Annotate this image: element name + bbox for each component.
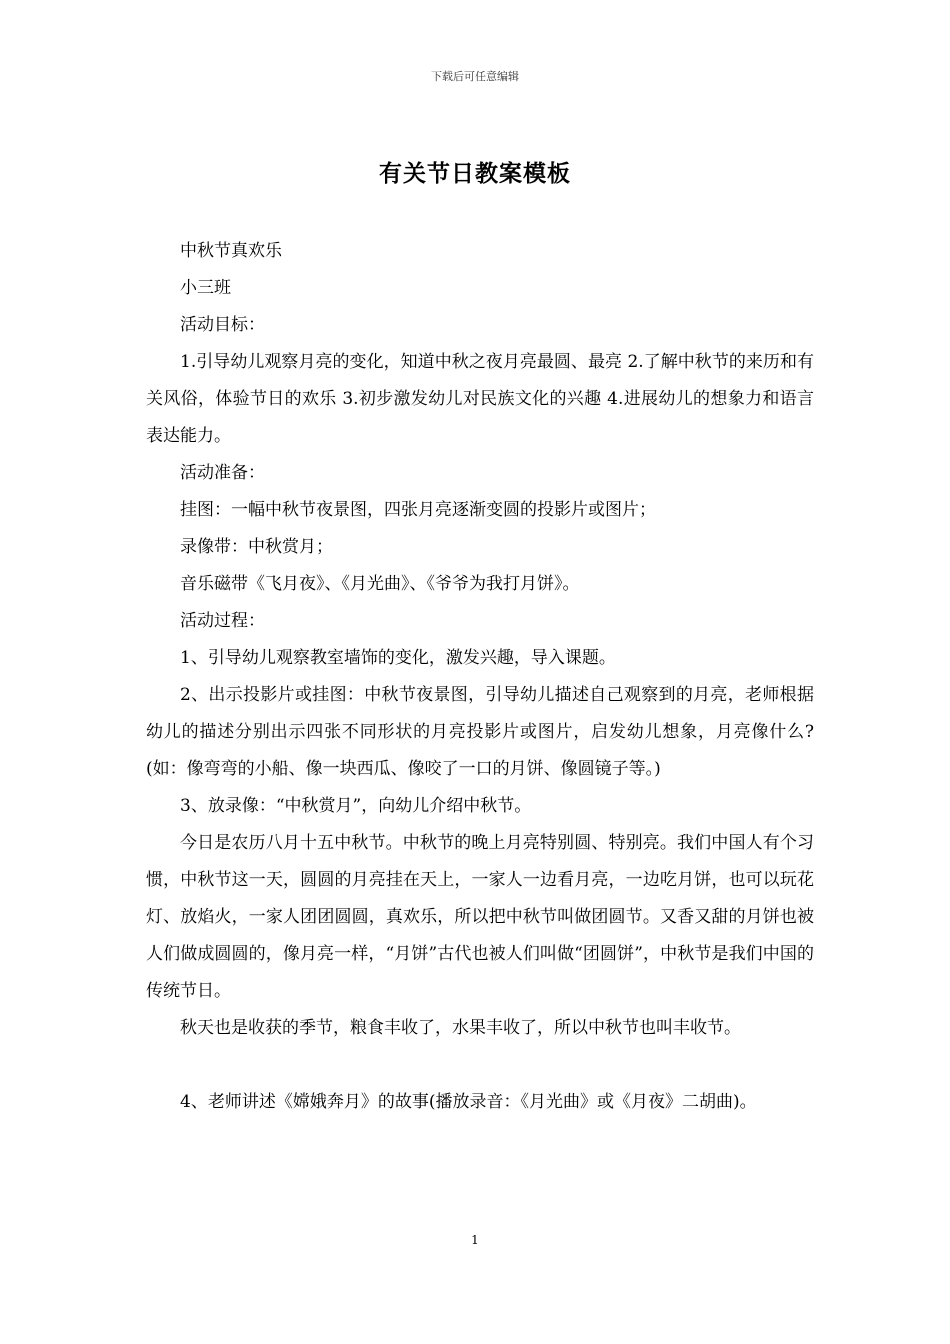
preparation-item: 挂图：一幅中秋节夜景图，四张月亮逐渐变圆的投影片或图片； bbox=[180, 500, 656, 520]
process-step: 1、引导幼儿观察教室墙饰的变化，激发兴趣，导入课题。 bbox=[180, 648, 616, 668]
process-step: 3、放录像：“中秋赏月”，向幼儿介绍中秋节。 bbox=[180, 796, 532, 816]
body-paragraph: 今日是农历八月十五中秋节。中秋节的晚上月亮特别圆、特别亮。我们中国人有个习惯，中秋节这一天，圆圆的月亮挂在天上，一家人一边看月亮，一边吃月饼，也可以玩花灯、放焰火，一家人团团圆圆，真欢乐，所以把中秋节叫做团圆节。又香又甜的月饼也被人们做成圆圆的，像月亮一样，“月饼”古代也被人们叫做“团圆饼”，中秋节是我们中国的传统节日。 bbox=[146, 833, 814, 1001]
page-header-note: 下载后可任意编辑 bbox=[431, 70, 519, 83]
page-number: 1 bbox=[471, 1233, 479, 1247]
document-title: 有关节日教案模板 bbox=[379, 161, 571, 187]
section-heading-preparation: 活动准备： bbox=[180, 463, 265, 483]
preparation-item: 录像带：中秋赏月； bbox=[180, 537, 333, 557]
process-step: 4、老师讲述《嫦娥奔月》的故事(播放录音：《月光曲》或《月夜》二胡曲)。 bbox=[180, 1092, 757, 1112]
section-heading-process: 活动过程： bbox=[180, 611, 265, 631]
goals-paragraph: 1.引导幼儿观察月亮的变化，知道中秋之夜月亮最圆、最亮 2.了解中秋节的来历和有关风俗，体验节日的欢乐 3.初步激发幼儿对民族文化的兴趣 4.进展幼儿的想象力和语言表达能力。 bbox=[146, 352, 814, 446]
section-heading-goals: 活动目标： bbox=[180, 315, 265, 335]
body-paragraph: 秋天也是收获的季节，粮食丰收了，水果丰收了，所以中秋节也叫丰收节。 bbox=[180, 1018, 741, 1038]
process-step: 2、出示投影片或挂图：中秋节夜景图，引导幼儿描述自己观察到的月亮，老师根据幼儿的描述分别出示四张不同形状的月亮投影片或图片，启发幼儿想象，月亮像什么?(如：像弯弯的小船、像一块西瓜、像咬了一口的月饼、像圆镜子等。) bbox=[146, 685, 814, 779]
lesson-name: 中秋节真欢乐 bbox=[180, 241, 282, 261]
class-name: 小三班 bbox=[180, 278, 231, 298]
preparation-item: 音乐磁带《飞月夜》、《月光曲》、《爷爷为我打月饼》。 bbox=[180, 574, 580, 594]
document-body bbox=[146, 233, 814, 1121]
